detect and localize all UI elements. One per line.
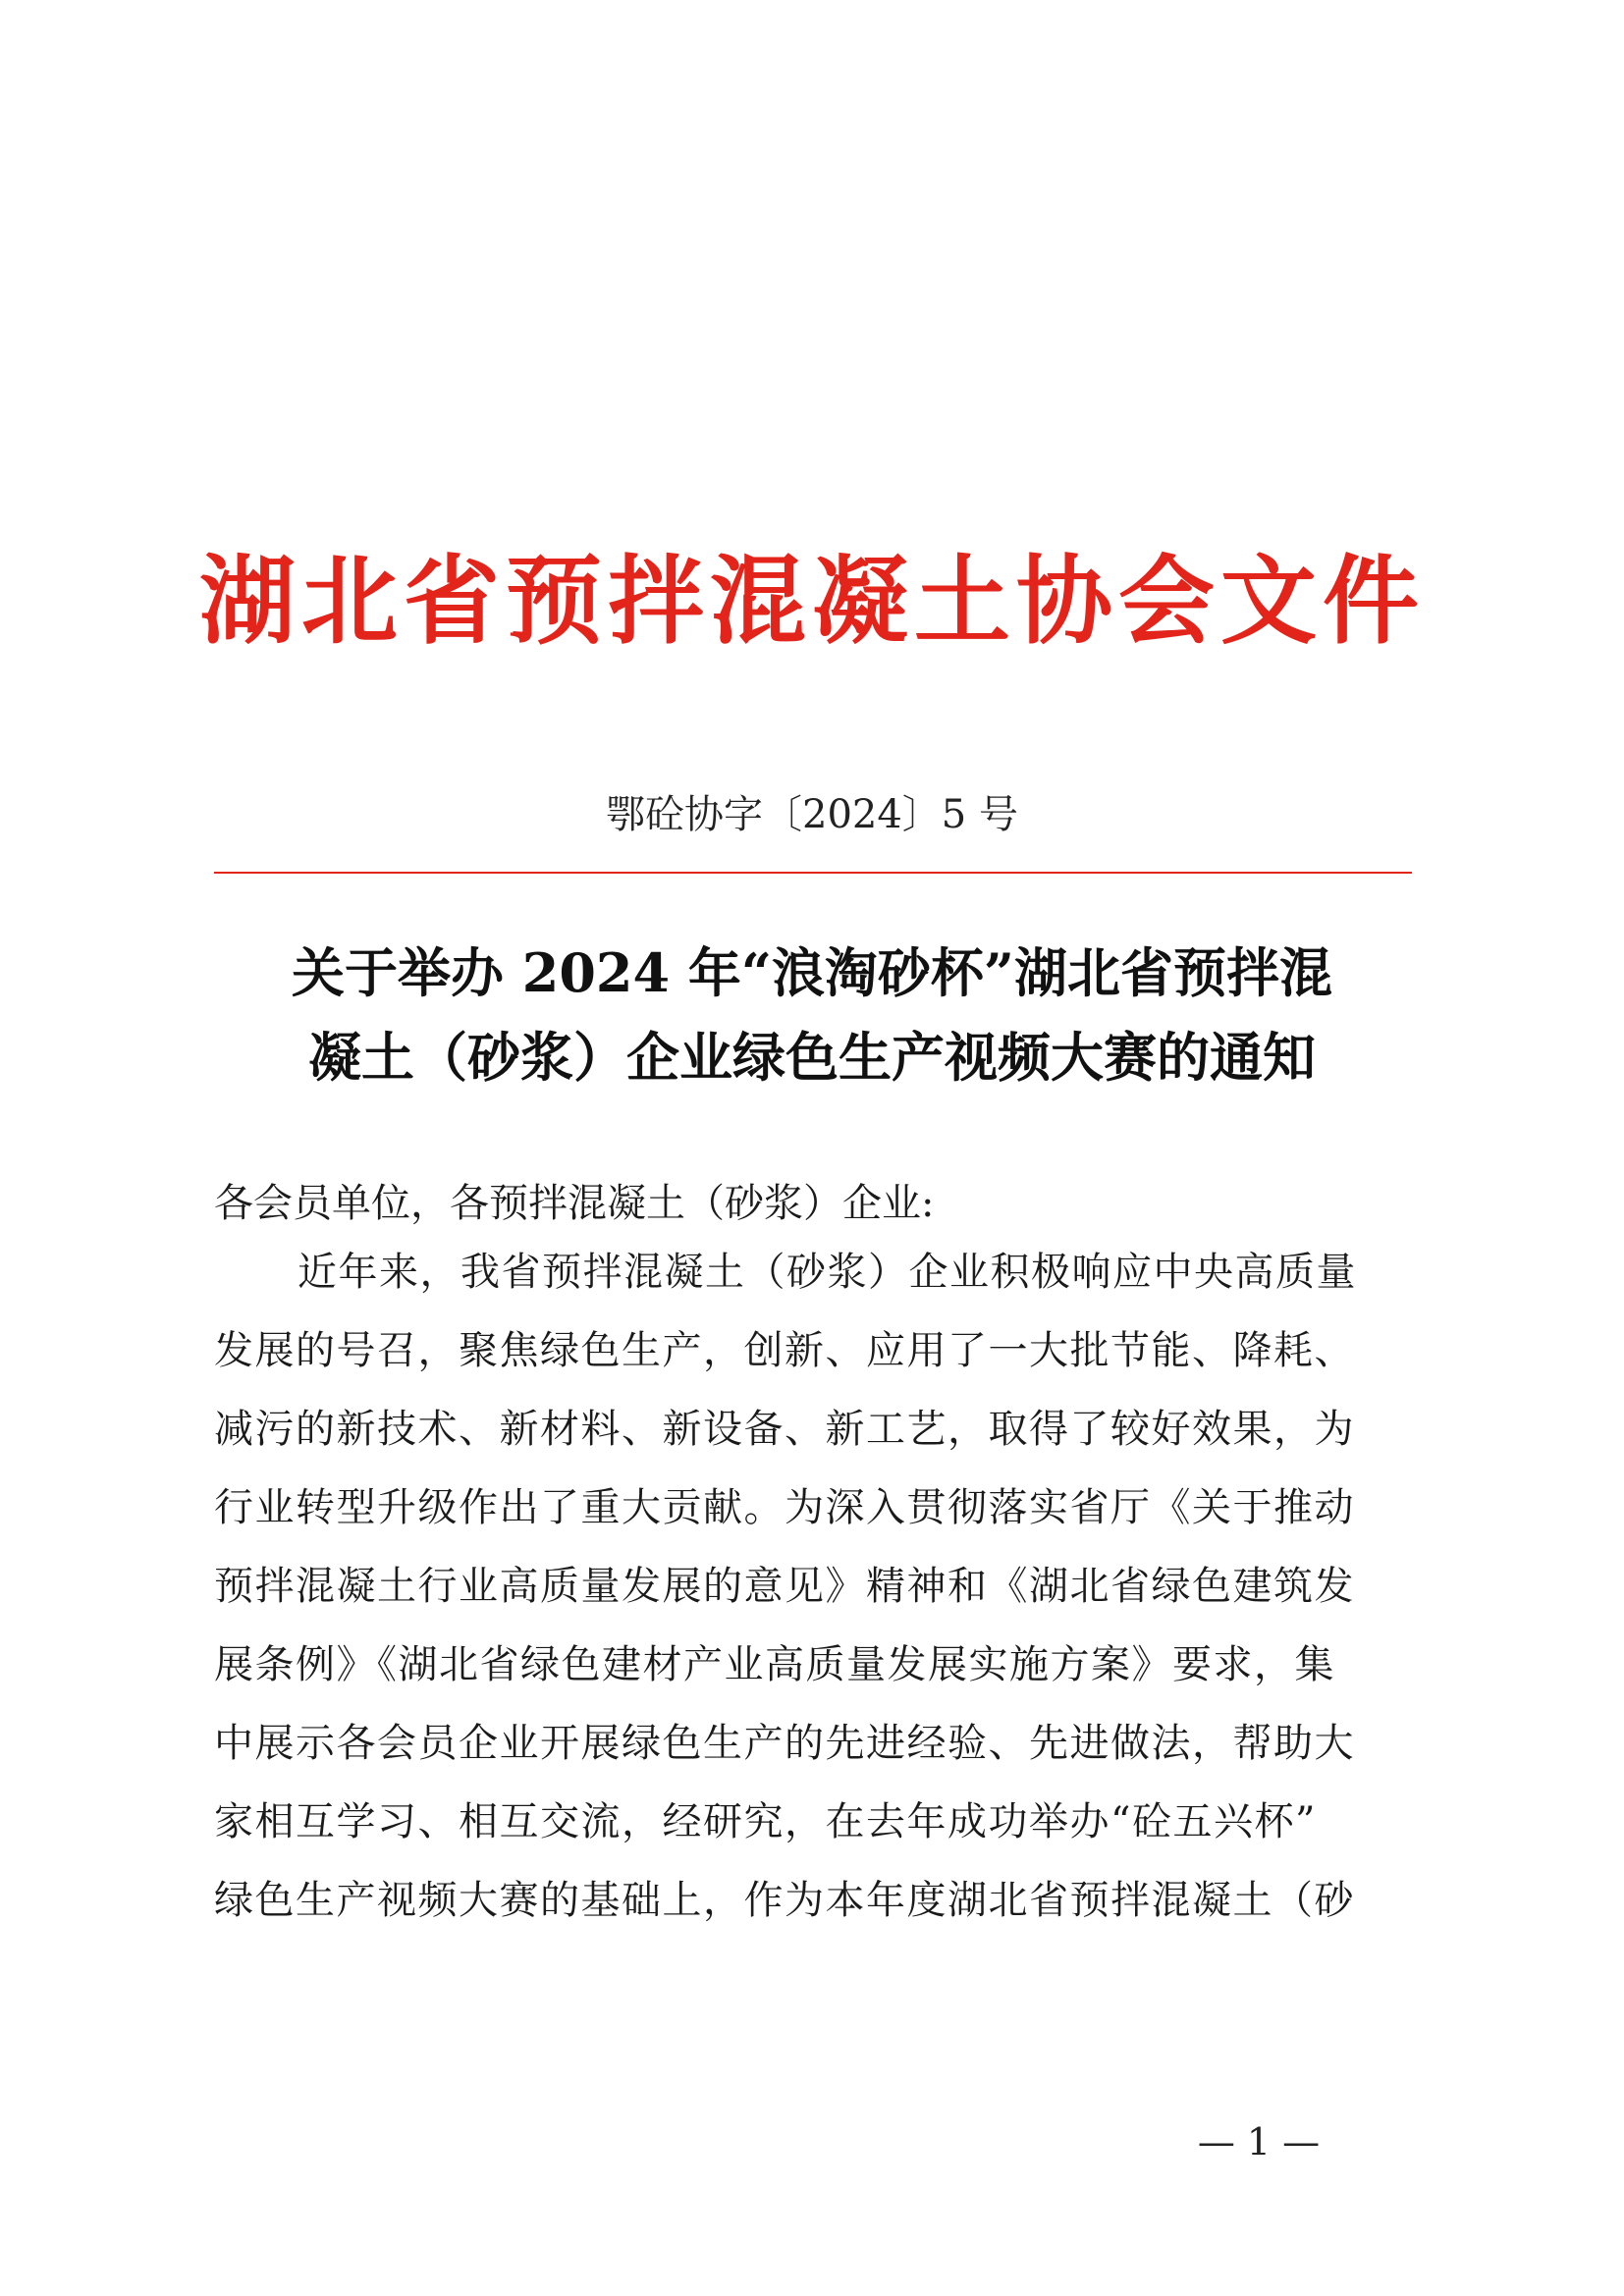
- masthead-title: 湖北省预拌混凝土协会文件: [198, 545, 1425, 658]
- body-line: 发展的号召，聚焦绿色生产，创新、应用了一大批节能、降耗、: [214, 1328, 1355, 1373]
- page-number: — 1 —: [1197, 2120, 1321, 2163]
- notice-title-line-1: 关于举办 2024 年“浪淘砂杯”湖北省预拌混: [291, 941, 1332, 1004]
- body-line: 近年来，我省预拌混凝土（砂浆）企业积极响应中央高质量: [298, 1250, 1357, 1295]
- body-line: 减污的新技术、新材料、新设备、新工艺，取得了较好效果，为: [214, 1407, 1355, 1452]
- body-paragraph: [214, 1233, 1432, 1940]
- body-line: 预拌混凝土行业高质量发展的意见》精神和《湖北省绿色建筑发: [214, 1564, 1355, 1609]
- body-line: 行业转型升级作出了重大贡献。为深入贯彻落实省厅《关于推动: [214, 1485, 1355, 1530]
- body-line: 家相互学习、相互交流，经研究，在去年成功举办“砼五兴杯”: [214, 1799, 1317, 1844]
- salutation: 各会员单位，各预拌混凝土（砂浆）企业:: [214, 1181, 935, 1226]
- red-divider-line: [214, 872, 1412, 874]
- body-line: 绿色生产视频大赛的基础上，作为本年度湖北省预拌混凝土（砂: [214, 1878, 1355, 1923]
- body-line: 展条例》《湖北省绿色建材产业高质量发展实施方案》要求，集: [214, 1642, 1335, 1687]
- notice-title: [196, 931, 1428, 1099]
- document-number: 鄂砼协字〔2024〕5 号: [606, 792, 1018, 837]
- body-line: 中展示各会员企业开展绿色生产的先进经验、先进做法，帮助大: [214, 1721, 1355, 1766]
- notice-title-line-2: 凝土（砂浆）企业绿色生产视频大赛的通知: [308, 1026, 1316, 1089]
